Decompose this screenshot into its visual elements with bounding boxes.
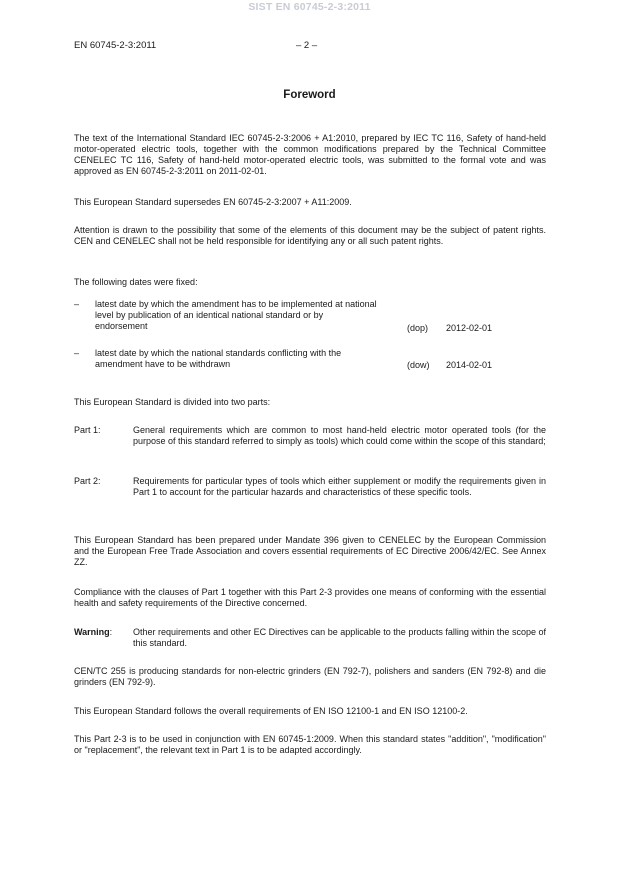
warning-text: Other requirements and other EC Directives can be applicable to the products falling within the scope of this standard. (133, 627, 546, 648)
date-item-date: 2012-02-01 (446, 323, 493, 333)
paragraph-parts-intro: This European Standard is divided into two parts: (74, 397, 271, 407)
paragraph-iso: This European Standard follows the overall requirements of EN ISO 12100-1 and EN ISO 12100-2. (74, 706, 468, 716)
date-item-date: 2014-02-01 (446, 360, 493, 370)
document-id: EN 60745-2-3:2011 (74, 40, 157, 51)
paragraph-cen-tc: CEN/TC 255 is producing standards for non-electric grinders (EN 792-7), polishers and sanders (EN 792-8) and die grinders (EN 792-9). (74, 666, 546, 687)
list-dash: – (74, 299, 80, 309)
list-dash: – (74, 348, 80, 358)
date-item-text: latest date by which the amendment has to be implemented at national level by publication of an identical national standard or by endorsement (95, 299, 377, 331)
warning-label (74, 627, 112, 638)
part-text: General requirements which are common to most hand-held electric motor operated tools (for the purpose of this standard referred to simply as tools) which could come within the scope of this standard; (133, 425, 546, 446)
paragraph-dates-intro: The following dates were fixed: (74, 277, 198, 287)
warning-colon: : (109, 627, 113, 637)
date-item-code: (dop) (407, 323, 429, 333)
warning-label-text: Warning (74, 627, 110, 637)
part-label: Part 2: (74, 476, 101, 486)
watermark: SIST EN 60745-2-3:2011 (248, 1, 371, 13)
paragraph-intro: The text of the International Standard IEC 60745-2-3:2006 + A1:2010, prepared by IEC TC 116, Safety of hand-held motor-operated electric tools, together with the common modifications prepared by the Technical Committee CENELEC TC 116, Safety of hand-held motor-operated electric tools, was submitted to the formal vote and was approved as EN 60745-2-3:2011 on 2011-02-01. (74, 133, 546, 176)
paragraph-mandate: This European Standard has been prepared under Mandate 396 given to CENELEC by the European Commission and the European Free Trade Association and covers essential requirements of EC Directive 2006/42/EC. See Annex ZZ. (74, 535, 546, 567)
date-item-text: latest date by which the national standards conflicting with the amendment have to be withdrawn (95, 348, 342, 369)
page-title: Foreword (283, 89, 336, 101)
part-text: Requirements for particular types of tools which either supplement or modify the requirements given in Part 1 to account for the particular hazards and characteristics of these specific tools. (133, 476, 546, 497)
paragraph-compliance: Compliance with the clauses of Part 1 together with this Part 2-3 provides one means of conforming with the essential health and safety requirements of the Directive concerned. (74, 587, 546, 608)
paragraph-patent: Attention is drawn to the possibility that some of the elements of this document may be the subject of patent rights. CEN and CENELEC shall not be held responsible for identifying any or all such patent rights. (74, 225, 546, 246)
part-label: Part 1: (74, 425, 101, 435)
page-number: – 2 – (296, 40, 318, 51)
paragraph-conjunction: This Part 2-3 is to be used in conjunction with EN 60745-1:2009. When this standard states "addition", "modification" or "replacement", the relevant text in Part 1 is to be adapted accordingly. (74, 734, 546, 755)
paragraph-supersedes: This European Standard supersedes EN 60745-2-3:2007 + A11:2009. (74, 197, 352, 207)
date-item-code: (dow) (407, 360, 430, 370)
